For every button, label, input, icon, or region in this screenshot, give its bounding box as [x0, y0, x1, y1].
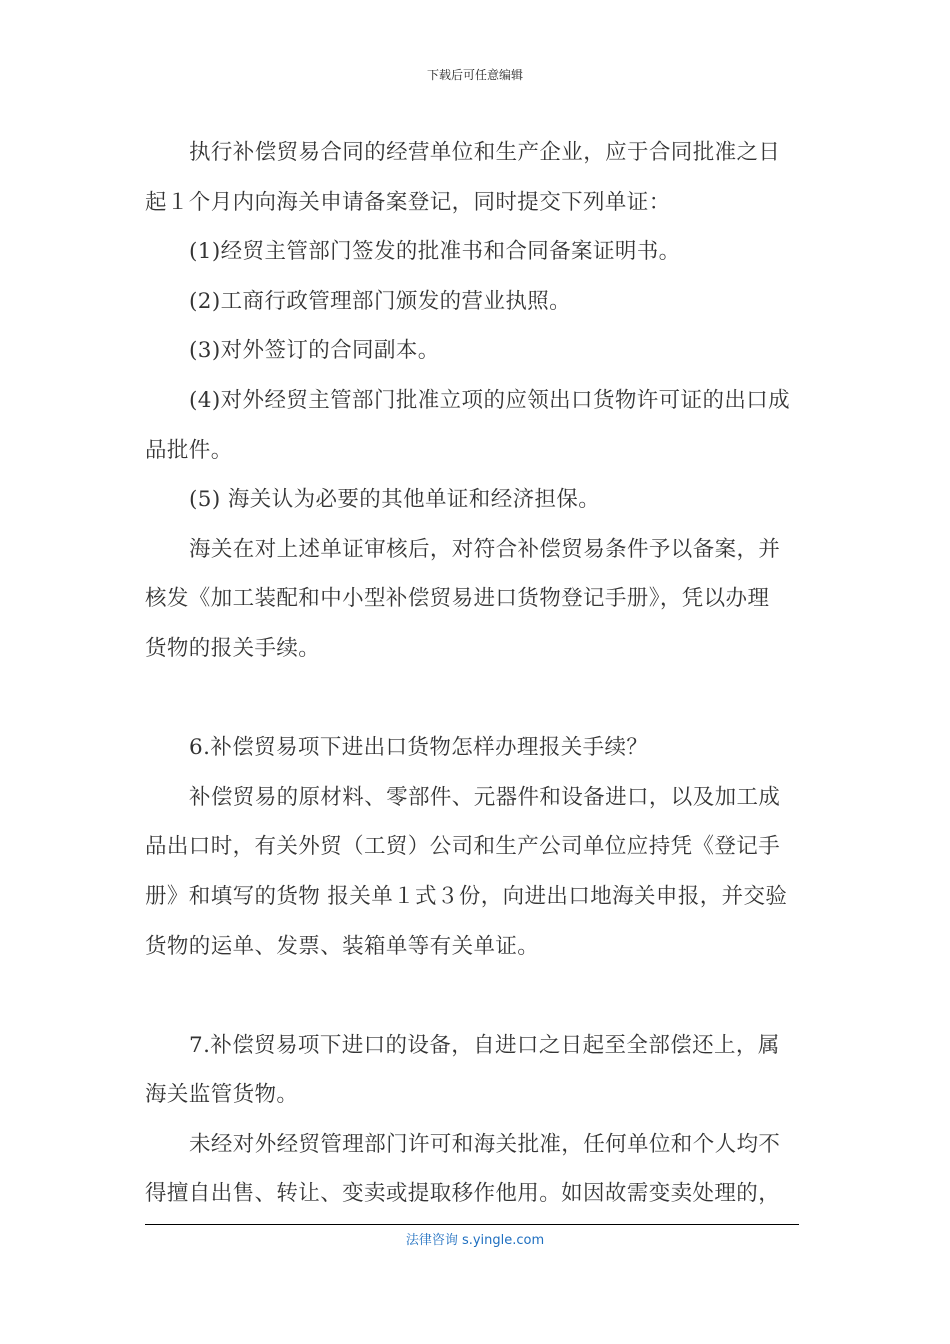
paragraph-line: 执行补偿贸易合同的经营单位和生产企业，应于合同批准之日 [189, 140, 781, 165]
paragraph-gap [145, 971, 805, 1021]
section-heading-6: 6.补偿贸易项下进出口货物怎样办理报关手续？ [189, 735, 649, 761]
list-item-1: (1)经贸主管部门签发的批准书和合同备案证明书。 [189, 239, 681, 265]
paragraph-line: 品批件。 [145, 437, 233, 463]
paragraph-line: 货物的运单、发票、装箱单等有关单证。 [145, 933, 540, 959]
paragraph-gap [145, 674, 805, 724]
page-header: 下载后可任意编辑 [426, 68, 523, 82]
section-heading-7: 7.补偿贸易项下进口的设备，自进口之日起至全部偿还上，属 [189, 1032, 780, 1058]
document-body [145, 128, 805, 1219]
paragraph-line: 海关监管货物。 [145, 1082, 299, 1108]
paragraph-line: 册》和填写的货物 报关单１式３份，向进出口地海关申报，并交验 [145, 883, 788, 909]
paragraph-line: 货物的报关手续。 [145, 635, 321, 661]
list-item-5: (5) 海关认为必要的其他单证和经济担保。 [189, 487, 601, 513]
footer-link[interactable]: 法律咨询 s.yingle.com [405, 1233, 545, 1248]
list-item-3: (3)对外签订的合同副本。 [189, 338, 440, 364]
footer-divider [145, 1224, 799, 1225]
list-item-4: (4)对外经贸主管部门批准立项的应领出口货物许可证的出口成 [189, 387, 791, 413]
paragraph-line: 得擅自出售、转让、变卖或提取移作他用。如因故需变卖处理的， [145, 1181, 781, 1207]
paragraph-line: 补偿贸易的原材料、零部件、元器件和设备进口，以及加工成 [189, 784, 781, 810]
paragraph-line: 海关在对上述单证审核后，对符合补偿贸易条件予以备案，并 [189, 536, 781, 562]
paragraph-line: 未经对外经贸管理部门许可和海关批准，任何单位和个人均不 [189, 1131, 781, 1157]
paragraph-line: 起１个月内向海关申请备案登记，同时提交下列单证： [145, 189, 671, 215]
paragraph-line: 品出口时，有关外贸（工贸）公司和生产公司单位应持凭《登记手 [145, 834, 781, 860]
paragraph-line: 核发《加工装配和中小型补偿贸易进口货物登记手册》，凭以办理 [145, 586, 770, 612]
list-item-2: (2)工商行政管理部门颁发的营业执照。 [189, 288, 572, 314]
